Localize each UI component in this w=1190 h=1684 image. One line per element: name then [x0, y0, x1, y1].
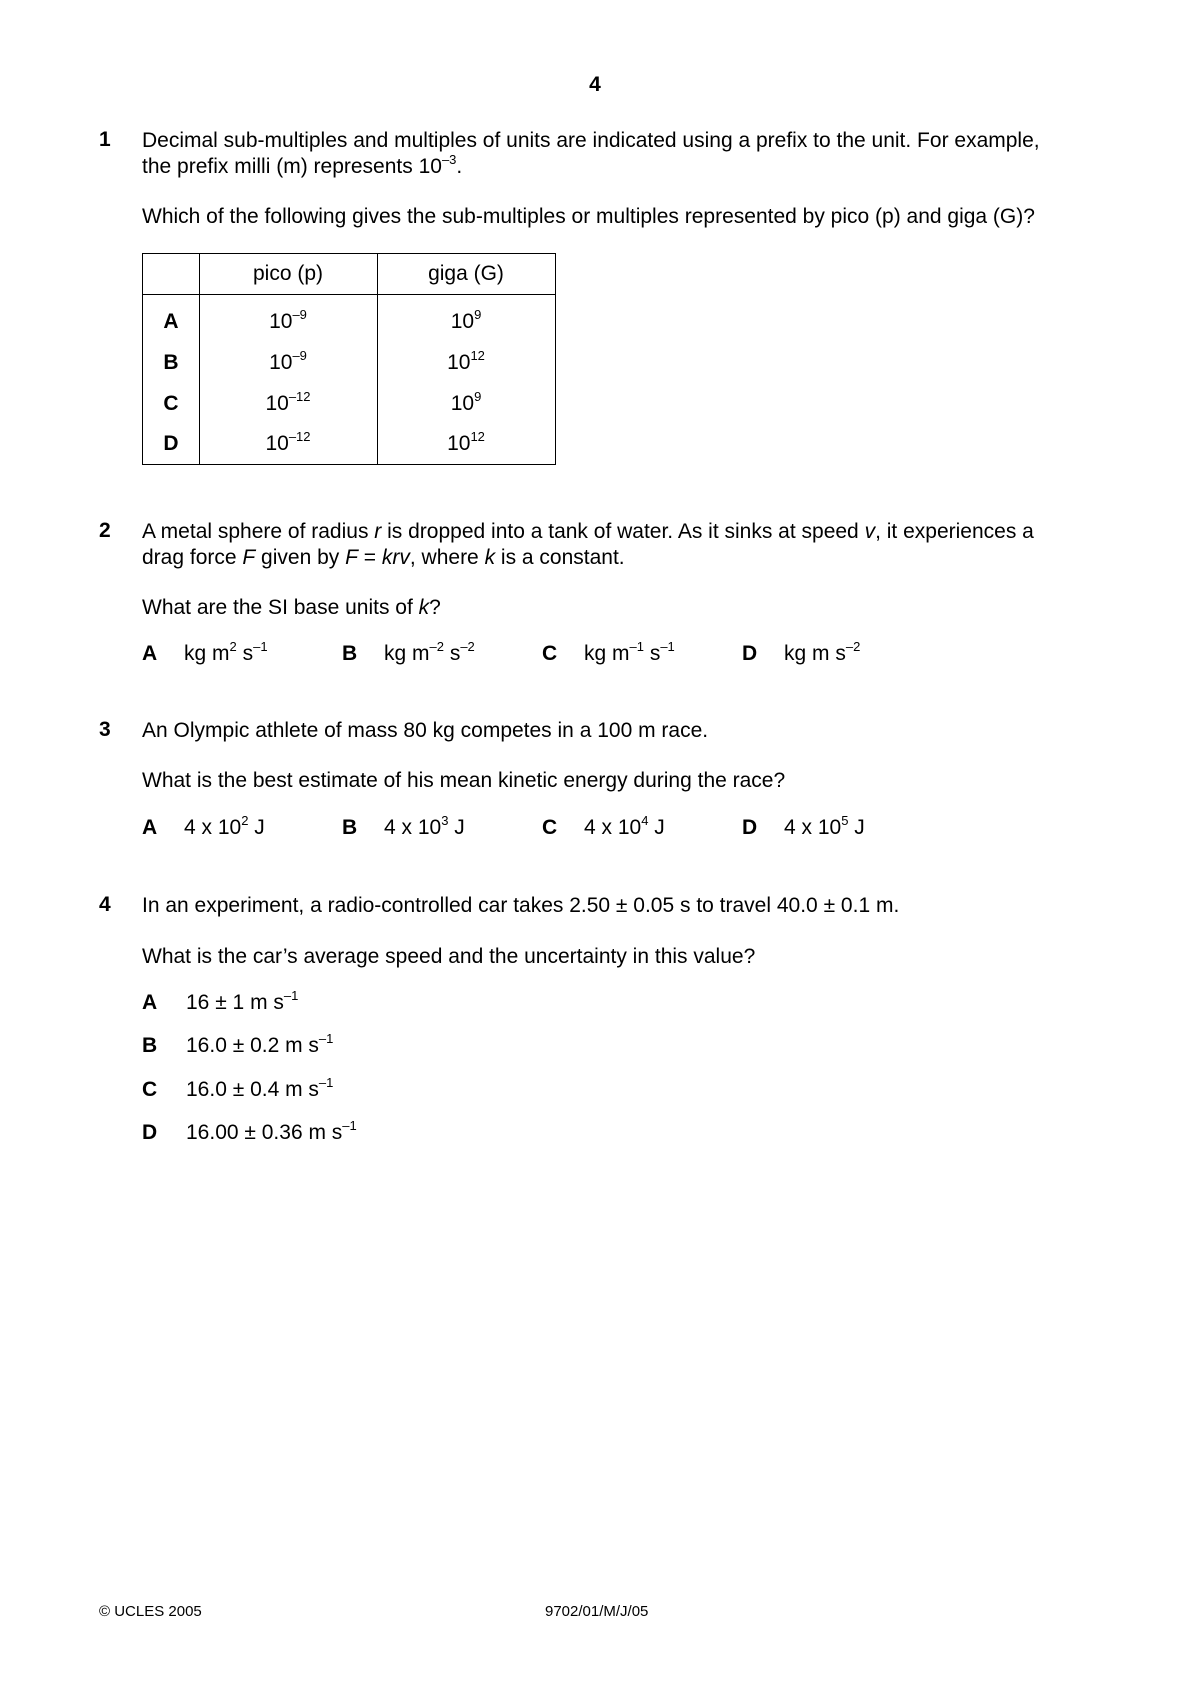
energy-unit: J [648, 816, 665, 839]
energy-base: 4 x 10 [784, 816, 842, 839]
energy-exponent: 4 [641, 813, 649, 828]
question-1-prompt: Which of the following gives the sub-multiples or multiples represented by pico (p) and giga (G)? [142, 205, 1035, 228]
question-1-line-1: Decimal sub-multiples and multiples of units are indicated using a prefix to the unit. For example, [142, 129, 1040, 152]
row-letter: D [163, 432, 179, 455]
question-2-line-2 [142, 545, 1112, 571]
unit-exponent: –2 [845, 639, 861, 654]
option-letter: A [142, 642, 158, 665]
option-letter: C [142, 1078, 158, 1101]
prefix-table [142, 253, 556, 465]
unit-text: s [236, 642, 254, 665]
pico-value [199, 429, 377, 456]
option-letter: C [542, 642, 558, 665]
unit-exponent: –1 [629, 639, 644, 654]
unit-text: kg m [584, 642, 630, 665]
option-b[interactable] [142, 1031, 542, 1062]
pico-base: 10 [265, 392, 289, 415]
speed-value: 16 ± 1 m s [186, 991, 284, 1014]
unit-exponent: –1 [253, 639, 268, 654]
q2-prompt-text: What are the SI base units of [142, 596, 419, 619]
option-value [186, 1075, 334, 1102]
question-1-number: 1 [99, 128, 111, 151]
energy-exponent: 2 [241, 813, 249, 828]
footer-copyright: © UCLES 2005 [99, 1603, 202, 1620]
giga-value [377, 307, 555, 334]
question-2-prompt [142, 595, 1112, 621]
q2-var-krv: krv [381, 546, 410, 569]
giga-base: 10 [447, 351, 471, 374]
speed-exponent: –1 [342, 1118, 357, 1133]
option-c[interactable] [142, 1075, 542, 1106]
option-value [584, 639, 675, 666]
unit-text: kg m s [784, 642, 846, 665]
q2-text: is a constant. [495, 546, 625, 569]
speed-value: 16.00 ± 0.36 m s [186, 1121, 343, 1144]
giga-value [377, 389, 555, 416]
row-letter: A [163, 310, 179, 333]
speed-exponent: –1 [283, 988, 299, 1003]
unit-text: s [643, 642, 661, 665]
giga-value [377, 348, 555, 375]
energy-base: 4 x 10 [584, 816, 642, 839]
pico-exponent: –9 [292, 348, 307, 363]
unit-exponent: –1 [660, 639, 675, 654]
giga-base: 10 [450, 310, 475, 333]
q2-var-v: v [864, 520, 876, 543]
q2-var-k: k [484, 546, 496, 569]
question-4-number: 4 [99, 893, 111, 916]
giga-base: 10 [447, 432, 471, 455]
option-value [186, 1031, 334, 1058]
energy-unit: J [248, 816, 265, 839]
q2-text: given by [255, 546, 346, 569]
q1-line2-text: the prefix milli (m) represents 10 [142, 155, 442, 178]
speed-value: 16.0 ± 0.2 m s [186, 1034, 319, 1057]
option-d[interactable] [142, 1118, 542, 1149]
q2-var-F: F [345, 546, 358, 569]
table-divider [143, 294, 555, 295]
energy-unit: J [448, 816, 465, 839]
option-value [186, 988, 299, 1015]
pico-value [199, 348, 377, 375]
question-2-line-1 [142, 519, 1112, 545]
row-letter: B [163, 351, 179, 374]
question-1-line-2 [142, 154, 1112, 180]
option-letter: B [342, 642, 358, 665]
pico-base: 10 [269, 351, 293, 374]
speed-exponent: –1 [318, 1075, 334, 1090]
pico-base: 10 [265, 432, 289, 455]
speed-value: 16.0 ± 0.4 m s [186, 1078, 319, 1101]
q2-var-k: k [418, 596, 430, 619]
q1-line2-exponent: –3 [441, 152, 457, 167]
option-letter: A [142, 816, 158, 839]
energy-exponent: 5 [841, 813, 849, 828]
energy-unit: J [848, 816, 865, 839]
giga-exponent: 12 [470, 429, 485, 444]
page-number: 4 [589, 73, 601, 96]
option-value [184, 813, 265, 840]
question-3-number: 3 [99, 718, 111, 741]
pico-exponent: –12 [288, 389, 311, 404]
option-letter: D [742, 816, 758, 839]
option-letter: B [342, 816, 358, 839]
question-3-stem: An Olympic athlete of mass 80 kg competes in a 100 m race. [142, 719, 709, 742]
unit-exponent: –2 [429, 639, 444, 654]
option-value [584, 813, 665, 840]
unit-text: kg m [184, 642, 230, 665]
q2-text: , it experiences a [875, 520, 1034, 543]
option-a[interactable] [142, 988, 542, 1019]
option-letter: D [142, 1121, 158, 1144]
question-3-options [142, 813, 1042, 846]
pico-value [199, 389, 377, 416]
option-value [184, 639, 268, 666]
unit-text: s [443, 642, 461, 665]
footer-paper-code: 9702/01/M/J/05 [545, 1603, 649, 1620]
question-4-prompt: What is the car’s average speed and the uncertainty in this value? [142, 945, 756, 968]
giga-exponent: 9 [474, 389, 482, 404]
q2-var-r: r [374, 520, 382, 543]
q2-text: is dropped into a tank of water. As it sinks at speed [381, 520, 865, 543]
question-3-prompt: What is the best estimate of his mean kinetic energy during the race? [142, 769, 786, 792]
question-2-options [142, 639, 1042, 672]
giga-exponent: 12 [470, 348, 485, 363]
pico-exponent: –9 [292, 307, 307, 322]
giga-base: 10 [450, 392, 475, 415]
table-header-giga: giga (G) [428, 262, 504, 285]
q2-var-F: F [242, 546, 256, 569]
energy-exponent: 3 [441, 813, 449, 828]
option-letter: C [542, 816, 558, 839]
giga-exponent: 9 [474, 307, 482, 322]
row-letter: C [163, 392, 179, 415]
unit-exponent: –2 [460, 639, 475, 654]
q2-text: drag force [142, 546, 243, 569]
q2-text: = [357, 546, 382, 569]
option-value [186, 1118, 357, 1145]
unit-text: kg m [384, 642, 430, 665]
speed-exponent: –1 [318, 1031, 334, 1046]
energy-base: 4 x 10 [184, 816, 242, 839]
option-value [784, 813, 865, 840]
question-1-stem [142, 128, 1112, 180]
question-2-stem [142, 519, 1112, 571]
option-value [384, 639, 475, 666]
question-2-number: 2 [99, 519, 111, 542]
energy-base: 4 x 10 [384, 816, 442, 839]
giga-value [377, 429, 555, 456]
pico-base: 10 [269, 310, 293, 333]
pico-exponent: –12 [288, 429, 311, 444]
option-value [384, 813, 465, 840]
option-letter: A [142, 991, 158, 1014]
table-header-pico: pico (p) [252, 262, 324, 285]
option-letter: D [742, 642, 758, 665]
q2-prompt-text: ? [429, 596, 441, 619]
unit-exponent: 2 [229, 639, 237, 654]
question-4-stem: In an experiment, a radio-controlled car takes 2.50 ± 0.05 s to travel 40.0 ± 0.1 m. [142, 894, 900, 917]
option-letter: B [142, 1034, 158, 1057]
pico-value [199, 307, 377, 334]
q2-text: A metal sphere of radius [142, 520, 375, 543]
q2-text: , where [409, 546, 485, 569]
option-value [784, 639, 861, 666]
q1-line2-period: . [456, 155, 463, 178]
